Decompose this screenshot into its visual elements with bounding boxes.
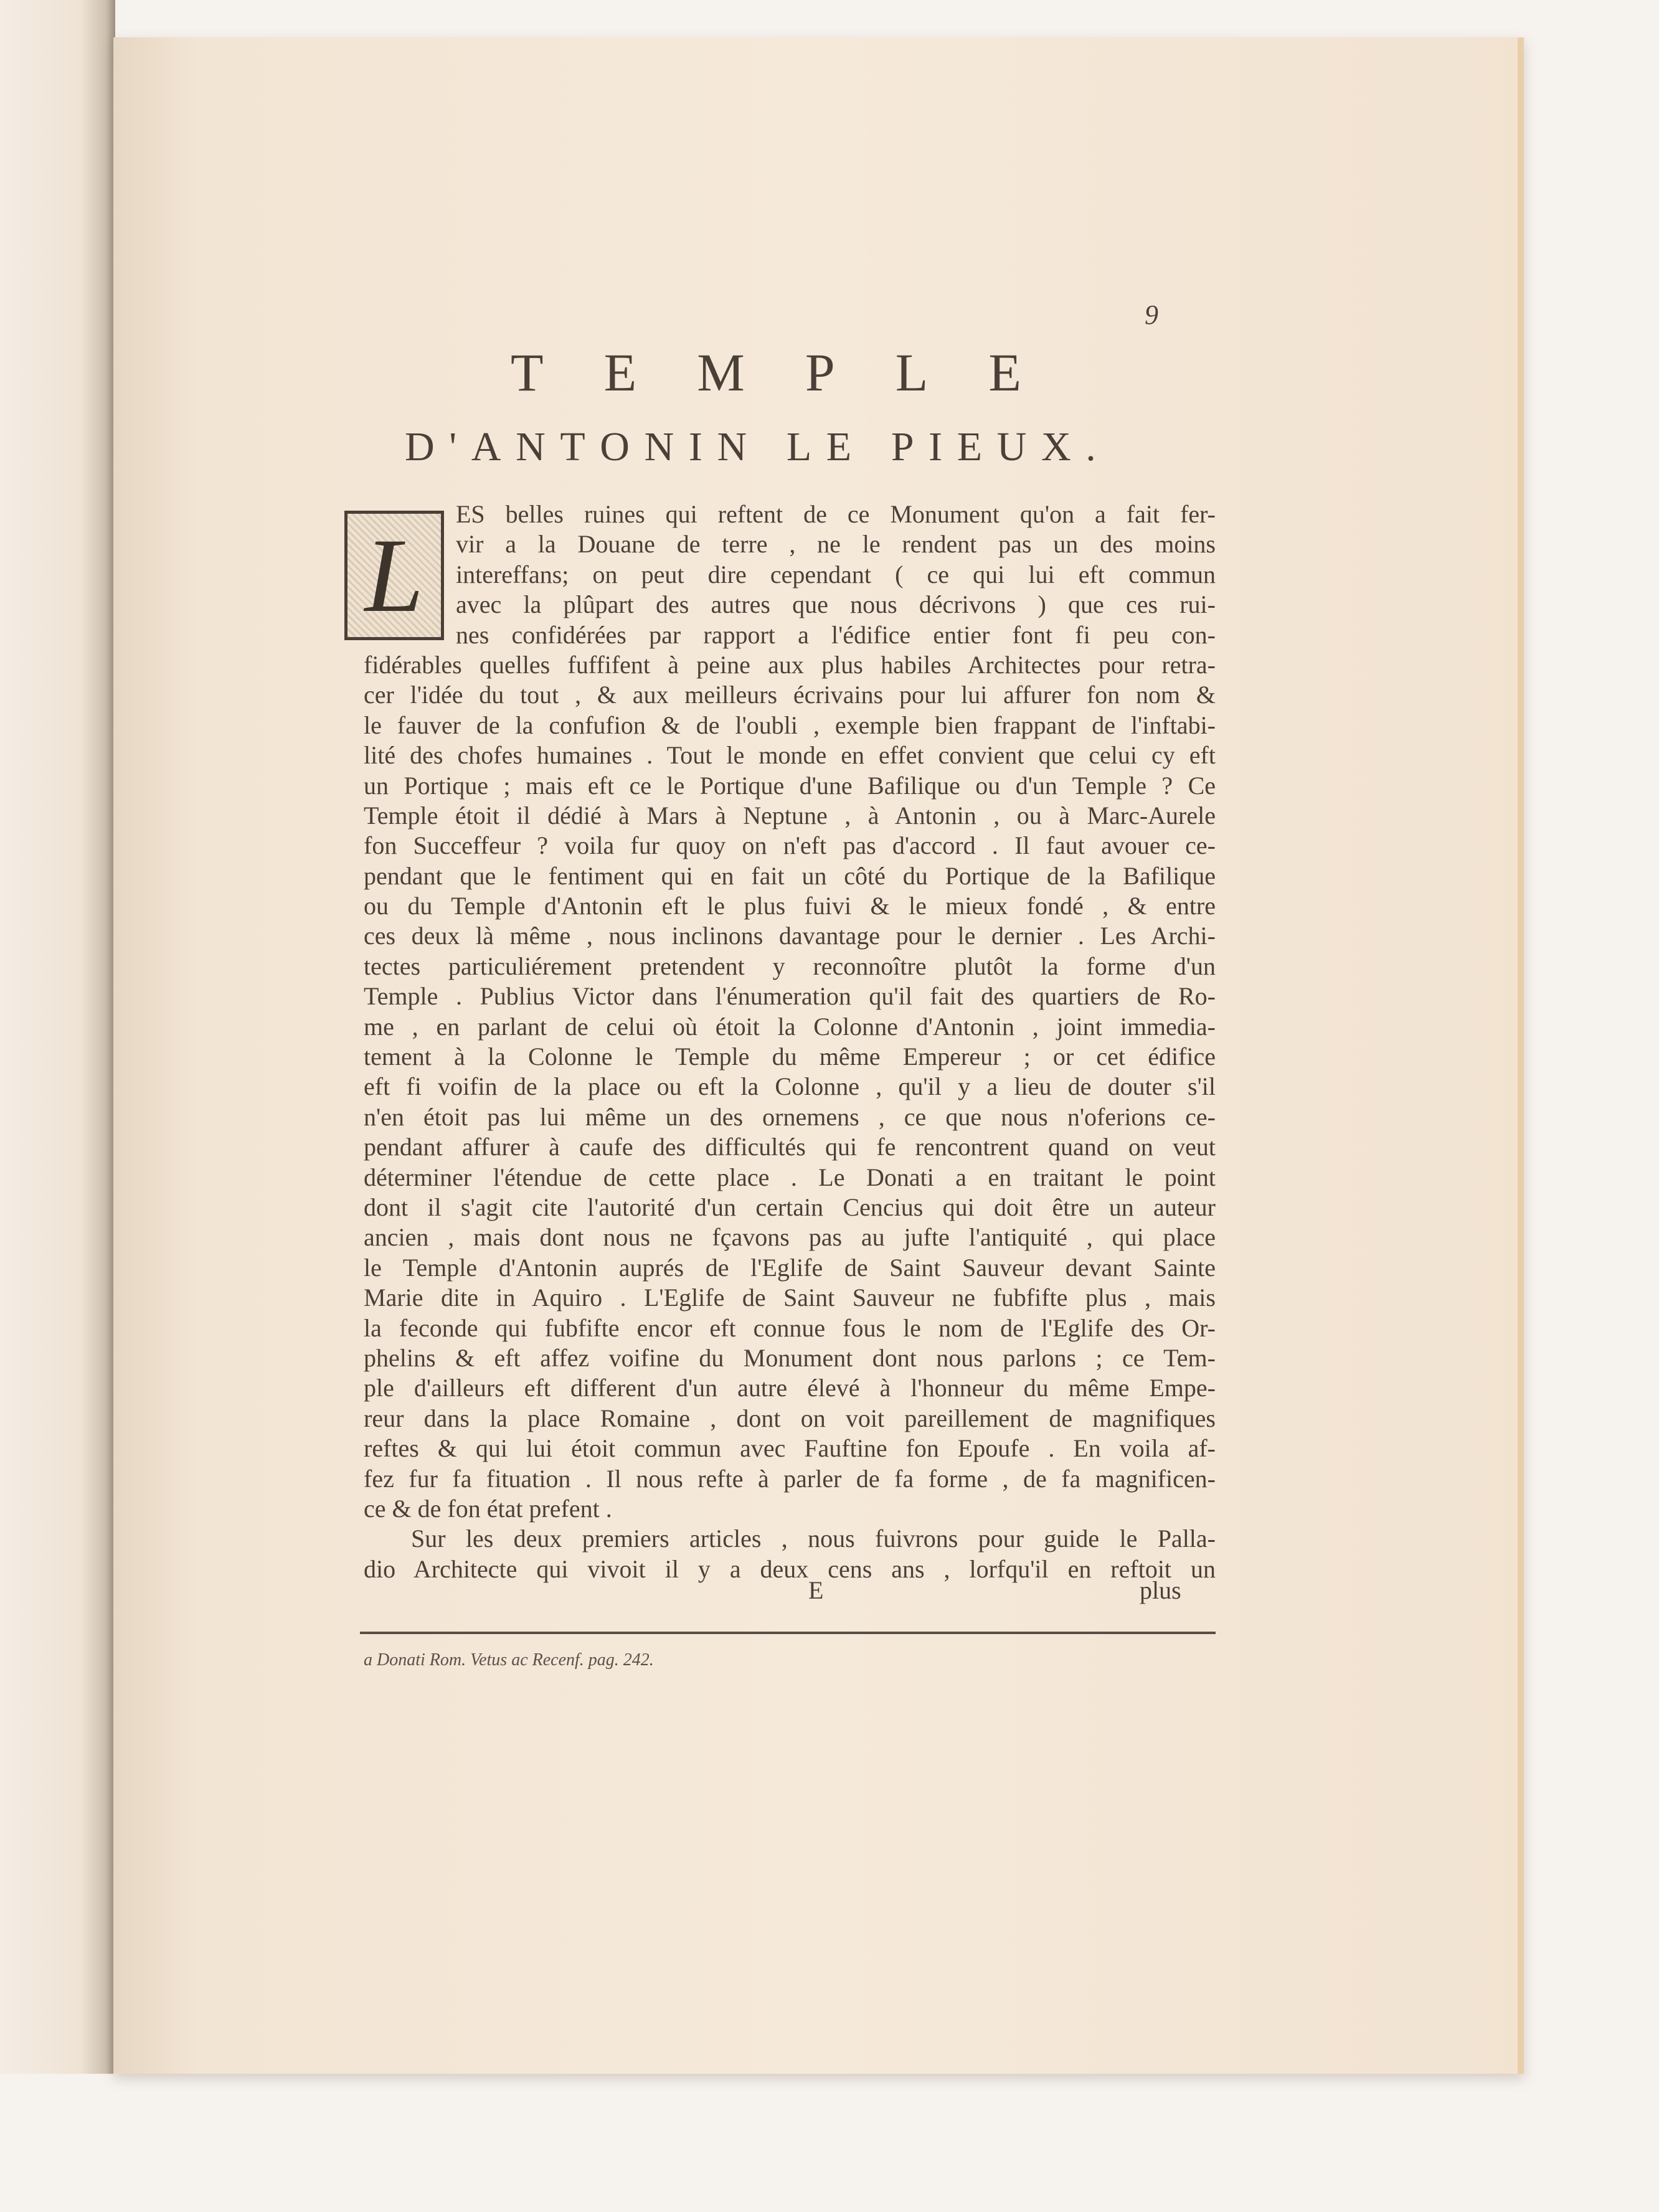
text-line: intereffans; on peut dire cependant ( ce qui lui eft commun <box>456 560 1216 588</box>
page-subtitle-text-letter: L <box>786 424 812 470</box>
text-line: ES belles ruines qui reftent de ce Monument qu'on a fait fer- <box>456 500 1216 528</box>
text-line: ple d'ailleurs eft different d'un autre élevé à l'honneur du même Empe- <box>364 1374 1216 1402</box>
page-title-text-letter: E <box>603 343 637 402</box>
text-line: Sur les deux premiers articles , nous fuivrons pour guide le Palla- <box>411 1524 1216 1553</box>
page-subtitle-text-letter: O <box>600 424 630 470</box>
text-line: dio Architecte qui vivoit il y a deux cens ans , lorfqu'il en reftoit un <box>364 1554 1216 1583</box>
text-line: ancien , mais dont nous ne fçavons pas au jufte l'antiquité , qui place <box>364 1223 1216 1252</box>
text-line: le Temple d'Antonin auprés de l'Eglife de Saint Sauveur devant Sainte <box>364 1253 1216 1282</box>
text-line: lité des chofes humaines . Tout le monde en effet convient que celui cy eft <box>364 741 1216 770</box>
page-subtitle-text-letter: E <box>957 424 983 470</box>
text-line: ce & de fon état prefent . <box>364 1494 612 1523</box>
page-subtitle-text-letter: P <box>891 424 914 470</box>
text-line: pendant que le fentiment qui en fait un côté du Portique de la Bafilique <box>364 861 1216 890</box>
text-line: me , en parlant de celui où étoit la Colonne d'Antonin , joint immedia- <box>364 1012 1216 1041</box>
text-line: Marie dite in Aquiro . L'Eglife de Saint Sauveur ne fubfifte plus , mais <box>364 1283 1216 1312</box>
text-line: vir a la Douane de terre , ne le rendent pas un des moins <box>456 530 1216 559</box>
page-title-text-letter: P <box>805 343 835 402</box>
page-subtitle-text-letter: U <box>996 424 1027 470</box>
page-subtitle-text-letter <box>866 423 877 471</box>
page-subtitle-text-letter: . <box>1085 424 1096 470</box>
text-line: le fauver de la confufion & de l'oubli , exemple bien frappant de l'inftabi- <box>364 711 1216 739</box>
page-subtitle-text-letter: X <box>1041 424 1071 470</box>
page-title-text-letter: L <box>895 343 929 402</box>
text-line: eft fi voifin de la place ou eft la Colonne , qu'il y a lieu de douter s'il <box>364 1072 1216 1101</box>
text-line: fez fur fa fituation . Il nous refte à parler de fa forme , de fa magnificen- <box>364 1464 1216 1493</box>
text-line: dont il s'agit cite l'autorité d'un certain Cencius qui doit être un auteur <box>364 1193 1216 1221</box>
text-line: tectes particuliérement pretendent y reconnoître plutôt la forme d'un <box>364 952 1216 980</box>
text-line: n'en étoit pas lui même un des ornemens , ce que nous n'oferions ce- <box>364 1102 1216 1131</box>
page-subtitle-text-letter: E <box>826 424 852 470</box>
text-line: cer l'idée du tout , & aux meilleurs écrivains pour lui affurer fon nom & <box>364 681 1216 709</box>
text-line: fon Succeffeur ? voila fur quoy on n'eft pas d'accord . Il faut avouer ce- <box>364 831 1216 860</box>
page-title-text-letter: T <box>511 343 544 402</box>
page-subtitle-text-letter: T <box>560 424 585 470</box>
text-line: un Portique ; mais eft ce le Portique d'une Bafilique ou d'un Temple ? Ce <box>364 771 1216 800</box>
page-subtitle-text-letter: D <box>405 424 435 470</box>
page-subtitle-text-letter: N <box>516 424 546 470</box>
body-text <box>364 499 1216 1584</box>
text-line: ces deux là même , nous inclinons davantage pour le dernier . Les Archi- <box>364 922 1216 950</box>
text-line: fidérables quelles fuffifent à peine aux plus habiles Architectes pour retra- <box>364 650 1216 679</box>
text-line: Temple . Publius Victor dans l'énumeration qu'il fait des quartiers de Ro- <box>364 982 1216 1011</box>
catchword: plus <box>1140 1576 1181 1604</box>
signature-mark: E <box>808 1576 824 1604</box>
page-number: 9 <box>1145 300 1158 330</box>
text-line: avec la plûpart des autres que nous décrivons ) que ces rui- <box>456 590 1216 619</box>
text-line: ou du Temple d'Antonin eft le plus fuivi & le mieux fondé , & entre <box>364 892 1216 920</box>
page-title-text-letter: E <box>988 343 1021 402</box>
page-subtitle-text-letter: ' <box>449 424 457 470</box>
page-subtitle-text-letter: I <box>688 424 702 470</box>
text-line: tement à la Colonne le Temple du même Empereur ; or cet édifice <box>364 1042 1216 1071</box>
page-title-text-letter: M <box>697 343 745 402</box>
footnote-rule <box>360 1632 1216 1634</box>
page-title <box>511 341 1021 404</box>
footnote: a Donati Rom. Vetus ac Recenf. pag. 242. <box>364 1650 654 1670</box>
text-line: nes confidérées par rapport a l'édifice entier font fi peu con- <box>456 620 1216 649</box>
page-subtitle-text-letter: N <box>717 424 747 470</box>
facing-page-edge <box>0 0 115 2074</box>
page-subtitle-text-letter: N <box>644 424 674 470</box>
page-subtitle-text-letter <box>762 423 772 471</box>
page-subtitle-text-letter: I <box>929 424 943 470</box>
page-edge <box>1518 37 1524 2074</box>
text-line: phelins & eft affez voifine du Monument dont nous parlons ; ce Tem- <box>364 1343 1216 1372</box>
text-line: la feconde qui fubfifte encor eft connue fous le nom de l'Eglife des Or- <box>364 1313 1216 1342</box>
text-line: pendant affurer à caufe des difficultés qui fe rencontrent quand on veut <box>364 1133 1216 1161</box>
text-line: déterminer l'étendue de cette place . Le Donati a en traitant le point <box>364 1163 1216 1191</box>
text-line: Temple étoit il dédié à Mars à Neptune , à Antonin , ou à Marc-Aurele <box>364 801 1216 830</box>
text-line: reftes & qui lui étoit commun avec Fauftine fon Epoufe . En voila af- <box>364 1434 1216 1463</box>
ornamental-drop-cap: L <box>344 511 444 640</box>
page-subtitle <box>405 423 1096 471</box>
page-subtitle-text-letter: A <box>471 424 501 470</box>
text-line: reur dans la place Romaine , dont on voit pareillement de magnifiques <box>364 1404 1216 1432</box>
